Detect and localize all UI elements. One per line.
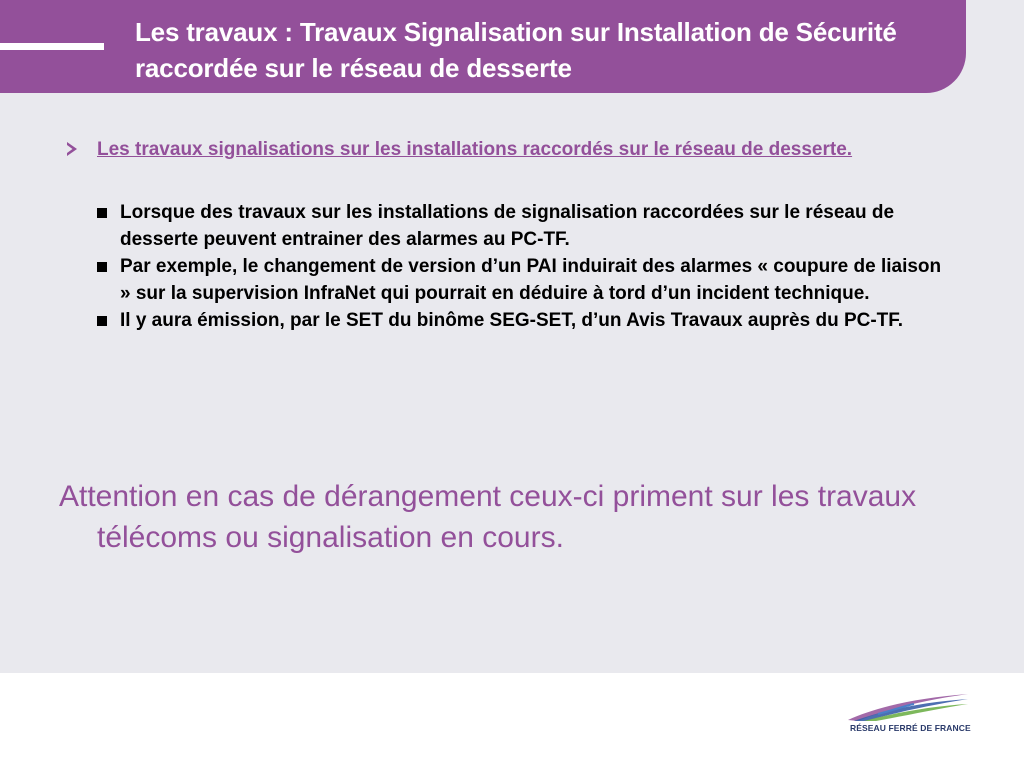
arrow-bullet-icon	[62, 139, 82, 159]
square-bullet-icon	[97, 316, 107, 326]
square-bullet-icon	[97, 262, 107, 272]
list-item-text: Lorsque des travaux sur les installations de signalisation raccordées sur le réseau de desserte peuvent entrainer des alarmes au PC-TF.	[120, 202, 895, 250]
list-item-text: Il y aura émission, par le SET du binôme SEG-SET, d’un Avis Travaux auprès du PC-TF.	[120, 310, 904, 331]
section-lead	[62, 136, 942, 163]
list-item	[94, 307, 954, 334]
slide-title: Les travaux : Travaux Signalisation sur Installation de Sécurité raccordée sur le réseau de desserte	[135, 17, 897, 83]
title-accent-line	[0, 43, 104, 50]
logo-text: RÉSEAU FERRÉ DE FRANCE	[850, 723, 971, 733]
list-item-text: Par exemple, le changement de version d’un PAI induirait des alarmes « coupure de liaison » sur la supervision InfraNet qui pourrait en déduire à tord d’un incident technique.	[120, 256, 942, 304]
section-lead-link[interactable]: Les travaux signalisations sur les installations raccordés sur le réseau de desserte.	[97, 139, 853, 160]
list-item	[94, 199, 954, 253]
rff-logo	[844, 690, 972, 740]
bullet-list	[94, 199, 954, 334]
rff-logo-swoosh-icon	[844, 690, 972, 724]
list-item	[94, 253, 954, 307]
attention-note: Attention en cas de dérangement ceux-ci priment sur les travaux télécoms ou signalisation en cours.	[59, 480, 917, 554]
square-bullet-icon	[97, 208, 107, 218]
